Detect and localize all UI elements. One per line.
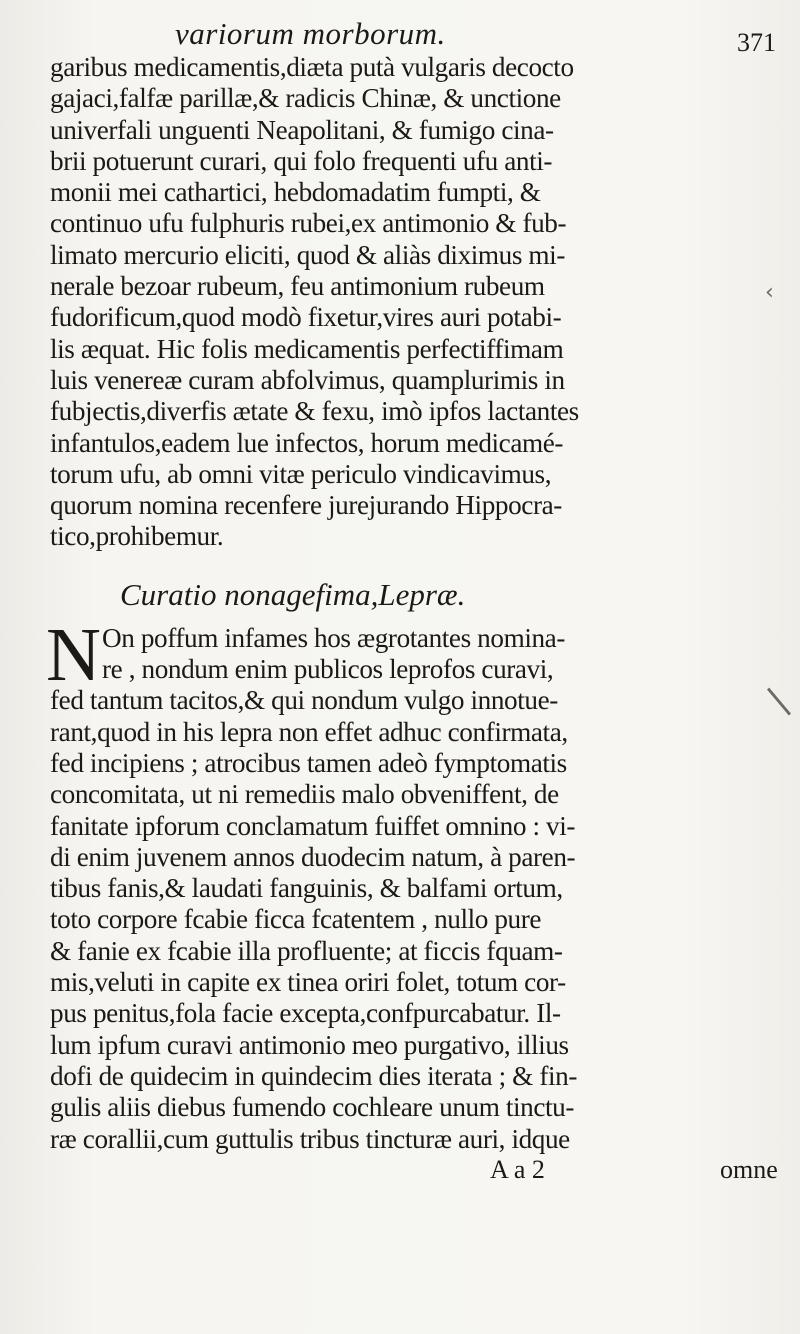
text-line: gajaci,falfæ parillæ,& radicis Chinæ, & unctione: [50, 83, 561, 114]
catchword: omne: [720, 1154, 778, 1184]
body-text: [46, 52, 785, 1185]
text-line: luis venereæ curam abfolvimus, quamplurimis in: [50, 364, 565, 395]
paragraph-lepra-cure: [46, 612, 785, 1155]
text-line: univerfali unguenti Neapolitani, & fumigo cina-: [50, 114, 554, 145]
text-line: continuo ufu fulphuris rubei,ex antimonio & fub-: [50, 208, 567, 239]
text-line: torum ufu, ab omni vitæ periculo vindicavimus,: [50, 458, 552, 489]
drop-cap: N: [46, 612, 101, 697]
page-number: 371: [737, 28, 776, 57]
section-title: Curatio nonagefima,Lepræ.: [120, 576, 466, 612]
text-line: On poffum infames hos ægrotantes nomina-: [102, 622, 565, 653]
running-head: variorum morborum.: [175, 16, 446, 51]
text-line: monii mei cathartici, hebdomadatim fumpti, &: [50, 177, 541, 208]
text-line: limato mercurio eliciti, quod & aliàs diximus mi-: [50, 239, 565, 270]
text-line: di enim juvenem annos duodecim natum, à paren-: [50, 841, 576, 872]
text-line: lum ipfum curavi antimonio meo purgativo, illius: [50, 1029, 569, 1060]
text-line: lis æquat. Hic folis medicamentis perfectiffimam: [50, 333, 564, 364]
text-line: nerale bezoar rubeum, feu antimonium rubeum: [50, 271, 545, 302]
text-line: garibus medicamentis,diæta putà vulgaris decocto: [50, 52, 574, 82]
page-footer: [50, 1155, 785, 1185]
text-line: toto corpore fcabie ficca fcatentem , nullo pure: [50, 904, 542, 935]
text-line: tibus fanis,& laudati fanguinis, & balfami ortum,: [50, 873, 563, 904]
text-line: quorum nomina recenfere jurejurando Hippocra-: [50, 490, 562, 521]
text-line: re , nondum enim publicos leprofos curavi,: [102, 654, 554, 685]
text-line: fubjectis,diverfis ætate & fexu, imò ipfos lactantes: [50, 396, 579, 427]
text-line: concomitata, ut ni remediis malo obveniffent, de: [50, 779, 559, 810]
text-line: gulis aliis diebus fumendo cochleare unum tinctu-: [50, 1092, 575, 1123]
text-line: fed incipiens ; atrocibus tamen adeò fymptomatis: [50, 747, 567, 778]
paragraph-lues-cure: [50, 52, 785, 553]
text-line: brii potuerunt curari, qui folo frequenti ufu anti-: [50, 145, 553, 176]
text-line: fed tantum tacitos,& qui nondum vulgo innotue-: [50, 685, 558, 716]
text-line: fudorificum,quod modò fixetur,vires auri potabi-: [50, 302, 562, 333]
signature-mark: A a 2: [490, 1154, 545, 1184]
text-line: rant,quod in his lepra non effet adhuc confirmata,: [50, 716, 568, 747]
text-line: & fanie ex fcabie illa profluente; at ficcis fquam-: [50, 935, 563, 966]
margin-slash-mark: |: [760, 680, 795, 720]
text-line: tico,prohibemur.: [50, 521, 224, 552]
page-header: [0, 14, 800, 57]
text-line: ræ corallii,cum guttulis tribus tincturæ auri, idque: [50, 1123, 570, 1154]
margin-tick-mark: ‹: [765, 280, 774, 305]
text-line: pus penitus,fola facie excepta,confpurcabatur. Il-: [50, 998, 561, 1029]
text-line: fanitate ipforum conclamatum fuiffet omnino : vi-: [50, 810, 575, 841]
text-line: dofi de quidecim in quindecim dies iterata ; & fin-: [50, 1060, 577, 1091]
text-line: mis,veluti in capite ex tinea oriri folet, totum cor-: [50, 967, 566, 998]
text-line: infantulos,eadem lue infectos, horum medicamé-: [50, 427, 564, 458]
